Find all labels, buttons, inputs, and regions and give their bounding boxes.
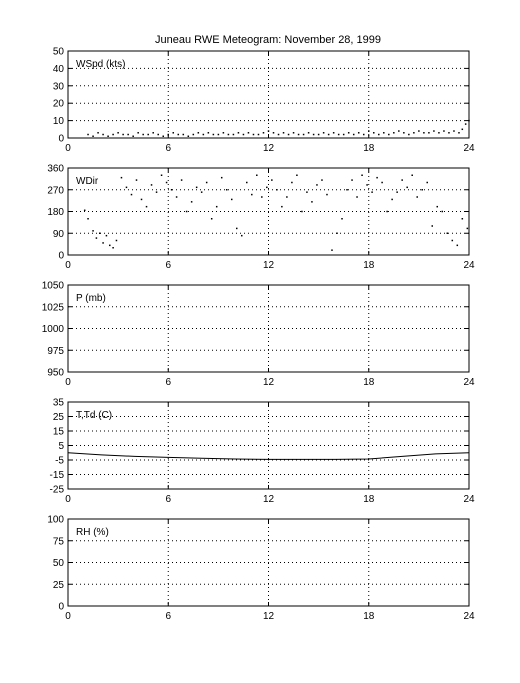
temperature-ytick-label: 25: [52, 412, 64, 423]
wdir-point: [426, 182, 428, 184]
wdir-point: [281, 206, 283, 208]
wspd-point: [253, 134, 255, 136]
wspd-point: [107, 136, 109, 138]
wspd-point: [303, 134, 305, 136]
wspd-point: [328, 134, 330, 136]
wspd-point: [168, 134, 170, 136]
wdir-point: [276, 189, 278, 191]
wspd-point: [418, 130, 420, 132]
wdir-point: [87, 218, 89, 220]
temperature-ytick-label: -15: [49, 470, 64, 481]
wspd-point: [373, 132, 375, 134]
wdir-point: [112, 247, 114, 249]
wdir-point: [311, 201, 313, 203]
wspd-point: [263, 132, 265, 134]
wspd-point: [137, 132, 139, 134]
temperature-ytick-label: -5: [55, 455, 64, 467]
wdir-point: [401, 179, 403, 181]
wspd-point: [273, 132, 275, 134]
wspd-point: [343, 134, 345, 136]
wdir-point: [176, 196, 178, 198]
wspd-point: [183, 134, 185, 136]
wdir-point: [326, 194, 328, 196]
wdir-point: [336, 233, 338, 235]
wdir-ytick-label: 90: [52, 228, 64, 240]
wspd-point: [308, 132, 310, 134]
wdir-point: [271, 179, 273, 181]
rh-xtick-label: 0: [65, 611, 71, 622]
wdir-point: [411, 175, 413, 177]
pressure-ytick-label: 975: [47, 345, 64, 357]
wdir-point: [291, 182, 293, 184]
wspd-point: [453, 130, 455, 132]
wspd-point: [358, 132, 360, 134]
wdir-point: [321, 179, 323, 181]
wdir-point: [437, 206, 439, 208]
wspd-point: [323, 132, 325, 134]
rh-ytick-label: 100: [47, 514, 64, 526]
wdir-ytick-label: 180: [47, 207, 64, 218]
wdir-point: [121, 177, 123, 179]
wspd-point: [157, 134, 159, 136]
temperature-ytick-label: -25: [49, 484, 64, 496]
wspd-point: [243, 134, 245, 136]
wdir-point: [102, 242, 104, 244]
wspd-point: [348, 132, 350, 134]
wdir-point: [206, 182, 208, 184]
wdir-point: [346, 189, 348, 191]
wdir-point: [361, 175, 363, 177]
wspd-point: [283, 132, 285, 134]
wdir-point: [126, 187, 128, 189]
wspd-point: [132, 136, 134, 138]
pressure-xtick-label: 24: [463, 377, 475, 388]
wdir-xtick-label: 18: [363, 260, 375, 271]
temperature-ytick-label: 5: [58, 441, 64, 452]
rh-xtick-label: 12: [262, 611, 275, 622]
temperature-xtick-label: 6: [165, 494, 172, 505]
wspd-point: [388, 134, 390, 136]
wdir-ytick-label: 0: [58, 250, 64, 262]
wspd-point: [318, 134, 320, 136]
wdir-point: [256, 175, 258, 177]
wdir-point: [84, 210, 86, 212]
wspd-point: [298, 134, 300, 136]
wdir-point: [331, 249, 333, 251]
rh-ytick-label: 0: [58, 601, 64, 613]
wspd-point: [178, 134, 180, 136]
wdir-point: [467, 228, 469, 230]
wdir-point: [231, 199, 233, 201]
wspd-ytick-label: 30: [52, 81, 64, 93]
wdir-point: [341, 218, 343, 220]
wdir-point: [116, 240, 118, 242]
panel-wspd: [53, 47, 475, 155]
wdir-point: [92, 230, 94, 232]
wdir-ytick-label: 360: [47, 163, 64, 175]
wdir-point: [96, 237, 98, 239]
wdir-point: [131, 194, 133, 196]
temperature-xtick-label: 0: [65, 494, 71, 505]
wspd-point: [383, 132, 385, 134]
wspd-point: [258, 134, 260, 136]
wdir-point: [316, 184, 318, 186]
wdir-point: [136, 179, 138, 181]
wdir-point: [141, 199, 143, 201]
wspd-point: [162, 136, 164, 138]
temperature-ytick-label: 35: [52, 397, 64, 409]
rh-xtick-label: 24: [463, 611, 475, 622]
wspd-point: [353, 134, 355, 136]
wspd-point: [278, 134, 280, 136]
wspd-point: [193, 134, 195, 136]
wspd-xtick-label: 12: [262, 143, 275, 154]
wspd-point: [313, 134, 315, 136]
wdir-point: [296, 175, 298, 177]
wspd-point: [233, 134, 235, 136]
wdir-point: [416, 196, 418, 198]
wdir-point: [171, 189, 173, 191]
wspd-xtick-label: 24: [463, 143, 475, 154]
pressure-panel-label: P (mb): [76, 293, 106, 304]
wspd-xtick-label: 18: [363, 143, 375, 154]
wspd-point: [433, 130, 435, 132]
wdir-point: [391, 199, 393, 201]
pressure-ytick-label: 1050: [41, 280, 64, 292]
wspd-point: [293, 132, 295, 134]
wspd-point: [147, 134, 149, 136]
wspd-ytick-label: 20: [52, 98, 64, 110]
wspd-xtick-label: 0: [65, 143, 71, 154]
wspd-point: [127, 134, 128, 136]
wdir-point: [226, 189, 228, 191]
temperature-xtick-label: 18: [363, 494, 375, 505]
wdir-point: [151, 184, 153, 186]
wspd-point: [173, 132, 175, 134]
wspd-point: [208, 132, 210, 134]
wspd-point: [188, 136, 190, 138]
wspd-ytick-label: 0: [58, 133, 64, 145]
wspd-point: [112, 134, 114, 136]
panels: [42, 47, 475, 623]
rh-xtick-label: 6: [165, 611, 172, 622]
pressure-xtick-label: 0: [65, 377, 71, 388]
wspd-axes-frame: [68, 51, 469, 138]
wdir-point: [146, 206, 148, 208]
wdir-point: [166, 182, 168, 184]
wdir-point: [201, 191, 203, 193]
wdir-point: [406, 187, 408, 189]
wspd-point: [462, 129, 464, 131]
wdir-point: [381, 182, 383, 184]
wspd-point: [465, 123, 467, 125]
wdir-point: [186, 211, 188, 213]
wdir-point: [196, 187, 198, 189]
wspd-point: [468, 120, 470, 122]
rh-ytick-label: 75: [52, 536, 64, 548]
pressure-ytick-label: 950: [47, 367, 64, 379]
wspd-ytick-label: 40: [52, 63, 64, 75]
wspd-point: [438, 132, 440, 134]
pressure-xtick-label: 12: [262, 377, 275, 388]
wspd-point: [268, 130, 270, 132]
wspd-point: [92, 136, 94, 138]
wspd-point: [248, 132, 250, 134]
wspd-point: [443, 130, 445, 132]
pressure-xtick-label: 6: [165, 377, 172, 388]
wdir-point: [442, 211, 444, 213]
wspd-point: [102, 134, 104, 136]
wdir-point: [452, 240, 454, 242]
wdir-point: [161, 175, 163, 177]
wspd-point: [97, 132, 99, 134]
wspd-ytick-label: 10: [52, 116, 64, 128]
wspd-point: [122, 134, 124, 136]
wspd-point: [198, 132, 200, 134]
wdir-point: [306, 191, 308, 193]
wdir-point: [386, 211, 388, 213]
rh-xtick-label: 18: [363, 611, 375, 622]
wdir-point: [236, 228, 238, 230]
wdir-panel-label: WDir: [76, 176, 99, 187]
wdir-point: [301, 211, 303, 213]
wspd-point: [142, 134, 144, 136]
wspd-point: [152, 132, 154, 134]
wdir-point: [109, 245, 111, 247]
wdir-point: [421, 189, 423, 191]
wspd-point: [288, 134, 290, 136]
wspd-point: [117, 132, 119, 134]
temperature-xtick-label: 24: [463, 494, 475, 505]
wspd-point: [428, 132, 430, 134]
wdir-ytick-label: 270: [47, 185, 64, 197]
wspd-point: [338, 134, 340, 136]
pressure-ytick-label: 1000: [41, 324, 64, 335]
temperature-xtick-label: 12: [262, 494, 275, 505]
wdir-point: [457, 245, 459, 247]
wdir-point: [371, 191, 373, 193]
wspd-point: [448, 132, 450, 134]
panel-temperature: [50, 398, 475, 506]
wdir-point: [286, 196, 288, 198]
pressure-ytick-label: 1025: [41, 302, 64, 314]
wspd-point: [413, 132, 415, 134]
wdir-point: [396, 191, 398, 193]
wspd-point: [228, 134, 230, 136]
wdir-point: [221, 177, 223, 179]
wdir-point: [241, 235, 243, 237]
figure-title: Juneau RWE Meteogram: November 28, 1999: [154, 34, 382, 46]
wdir-point: [246, 182, 248, 184]
rh-panel-label: RH (%): [76, 527, 109, 538]
wdir-point: [351, 179, 353, 181]
wdir-xtick-label: 6: [165, 260, 172, 271]
wdir-point: [211, 218, 213, 220]
panel-wdir: [47, 164, 475, 272]
wspd-panel-label: WSpd (kts): [76, 59, 126, 70]
wdir-xtick-label: 0: [65, 260, 71, 271]
wspd-point: [378, 134, 380, 136]
panel-pressure: [42, 281, 475, 389]
wdir-point: [431, 225, 433, 227]
temperature-ytick-label: 15: [52, 426, 64, 438]
rh-ytick-label: 25: [52, 579, 64, 591]
wdir-point: [106, 235, 108, 237]
temperature-panel-label: T,Td (C): [76, 410, 113, 421]
wdir-point: [191, 201, 193, 203]
wspd-ytick-label: 50: [52, 46, 64, 58]
wspd-point: [218, 134, 220, 136]
wdir-point: [156, 191, 158, 193]
wspd-point: [368, 130, 370, 132]
wspd-point: [403, 132, 405, 134]
wspd-point: [458, 132, 460, 134]
wdir-point: [366, 184, 368, 186]
wspd-point: [223, 132, 225, 134]
wdir-point: [462, 218, 464, 220]
wdir-xtick-label: 12: [262, 260, 275, 271]
wspd-point: [203, 134, 205, 136]
wspd-xtick-label: 6: [165, 143, 172, 154]
wdir-point: [447, 233, 449, 235]
wspd-point: [363, 134, 365, 136]
wdir-point: [99, 233, 101, 235]
wspd-point: [87, 134, 89, 136]
wdir-point: [251, 194, 253, 196]
wspd-point: [333, 132, 335, 134]
wdir-point: [266, 187, 268, 189]
wdir-point: [181, 179, 183, 181]
wdir-xtick-label: 24: [463, 260, 475, 271]
wspd-point: [423, 132, 425, 134]
wdir-point: [261, 196, 263, 198]
wspd-point: [213, 134, 215, 136]
wspd-point: [393, 132, 395, 134]
wspd-point: [238, 132, 240, 134]
wdir-point: [356, 196, 358, 198]
wdir-point: [216, 206, 218, 208]
pressure-xtick-label: 18: [363, 377, 375, 388]
wdir-point: [376, 177, 378, 179]
rh-ytick-label: 50: [52, 558, 64, 569]
wspd-point: [398, 130, 400, 132]
wspd-point: [408, 134, 410, 136]
panel-rh: [47, 515, 475, 623]
